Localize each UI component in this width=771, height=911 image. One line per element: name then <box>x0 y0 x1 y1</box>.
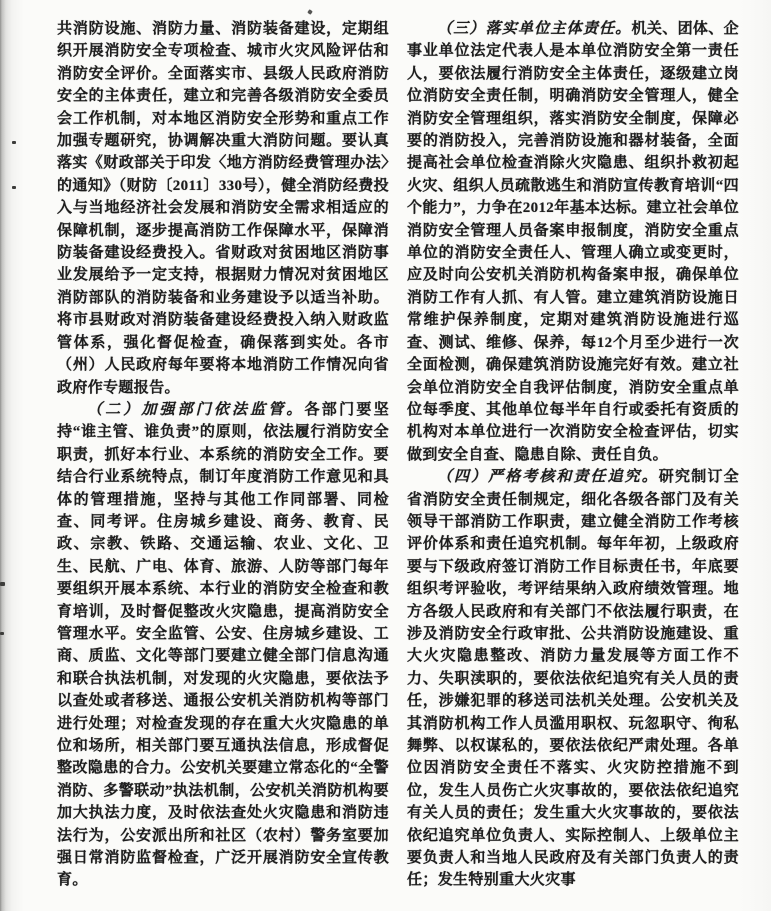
scan-speck <box>0 582 5 586</box>
scan-speck <box>12 186 16 189</box>
scan-speck <box>0 632 4 635</box>
paragraph: 共消防设施、消防力量、消防装备建设，定期组织开展消防安全专项检查、城市火灾风险评估和消防安全评价。全面落实市、县级人民政府消防安全的主体责任，建立和完善各级消防安全委员会工作机制，对本地区消防安全形势和重点工作加强专题研究，协调解决重大消防问题。要认真落实《财政部关于印发〈地方消防经费管理办法〉的通知》（财防〔2011〕330号），健全消防经费投入与当地经济社会发展和消防安全需求相适应的保障机制，逐步提高消防工作保障水平，保障消防装备建设经费投入。省财政对贫困地区消防事业发展给予一定支持，根据财力情况对贫困地区消防部队的消防装备和业务建设予以适当补助。将市县财政对消防装备建设经费投入纳入财政监管体系，强化督促检查，确保落到实处。各市（州）人民政府每年要将本地消防工作情况向省政府作专题报告。 <box>57 21 389 396</box>
text-column-left <box>57 18 389 892</box>
paragraph: （三）落实单位主体责任。机关、团体、企事业单位法定代表人是本单位消防安全第一责任人，要依法履行消防安全主体责任，逐级建立岗位消防安全责任制，明确消防安全管理人，健全消防安全管理组织，落实消防安全制度，保障必要的消防投入，完善消防设施和器材装备，全面提高社会单位检查消除火灾隐患、组织扑救初起火灾、组织人员疏散逃生和消防宣传教育培训“四个能力”，力争在2012年基本达标。建立社会单位消防安全管理人员备案申报制度，消防安全重点单位的消防安全责任人、管理人确立或变更时，应及时向公安机关消防机构备案申报，确保单位消防工作有人抓、有人管。建立建筑消防设施日常维护保养制度，定期对建筑消防设施进行巡查、测试、维修、保养，每12个月至少进行一次全面检测，确保建筑消防设施完好有效。建立社会单位消防安全自我评估制度，消防安全重点单位每季度、其他单位每半年自行或委托有资质的机构对本单位进行一次消防安全检查评估，切实做到安全自查、隐患自除、责任自负。 <box>407 21 739 463</box>
two-column-text-block <box>57 18 739 892</box>
text-column-right <box>407 18 739 892</box>
section-heading: （二）加强部门依法监管。 <box>87 401 305 418</box>
section-heading: （三）落实单位主体责任。 <box>437 21 632 37</box>
paragraph: （二）加强部门依法监管。各部门要坚持“谁主管、谁负责”的原则，依法履行消防安全职责，抓好本行业、本系统的消防安全工作。要结合行业系统特点，制订年度消防工作意见和具体的管理措施，坚持与其他工作同部署、同检查、同考评。住房城乡建设、商务、教育、民政、宗教、铁路、交通运输、农业、文化、卫生、民航、广电、体育、旅游、人防等部门每年要组织开展本系统、本行业的消防安全检查和教育培训，及时督促整改火灾隐患，提高消防安全管理水平。安全监管、公安、住房城乡建设、工商、质监、文化等部门要建立健全部门信息沟通和联合执法机制，对发现的火灾隐患，要依法予以查处或者移送、通报公安机关消防机构等部门进行处理；对检查发现的存在重大火灾隐患的单位和场所，相关部门要互通执法信息，形成督促整改隐患的合力。公安机关要建立常态化的“全警消防、多警联动”执法机制，公安机关消防机构要加大执法力度，及时依法查处火灾隐患和消防违法行为，公安派出所和社区（农村）警务室要加强日常消防监督检查，广泛开展消防安全宣传教育。 <box>57 401 389 889</box>
section-heading: （四）严格考核和责任追究。 <box>437 469 659 486</box>
scan-speck <box>307 9 313 15</box>
scan-speck <box>12 141 16 144</box>
paragraph: （四）严格考核和责任追究。研究制订全省消防安全责任制规定，细化各级各部门及有关领导干部消防工作职责，建立健全消防工作考核评价体系和责任追究机制。每年年初，上级政府要与下级政府签订消防工作目标责任书，年底要组织考评验收，考评结果纳入政府绩效管理。地方各级人民政府和有关部门不依法履行职责，在涉及消防安全行政审批、公共消防设施建设、重大火灾隐患整改、消防力量发展等方面工作不力、失职渎职的，要依法依纪追究有关人员的责任，涉嫌犯罪的移送司法机关处理。公安机关及其消防机构工作人员滥用职权、玩忽职守、徇私舞弊、以权谋私的，要依法依纪严肃处理。各单位因消防安全责任不落实、火灾防控措施不到位，发生人员伤亡火灾事故的，要依法依纪追究有关人员的责任；发生重大火灾事故的，要依法依纪追究单位负责人、实际控制人、上级单位主要负责人和当地人民政府及有关部门负责人的责任；发生特别重大火灾事 <box>407 469 739 889</box>
